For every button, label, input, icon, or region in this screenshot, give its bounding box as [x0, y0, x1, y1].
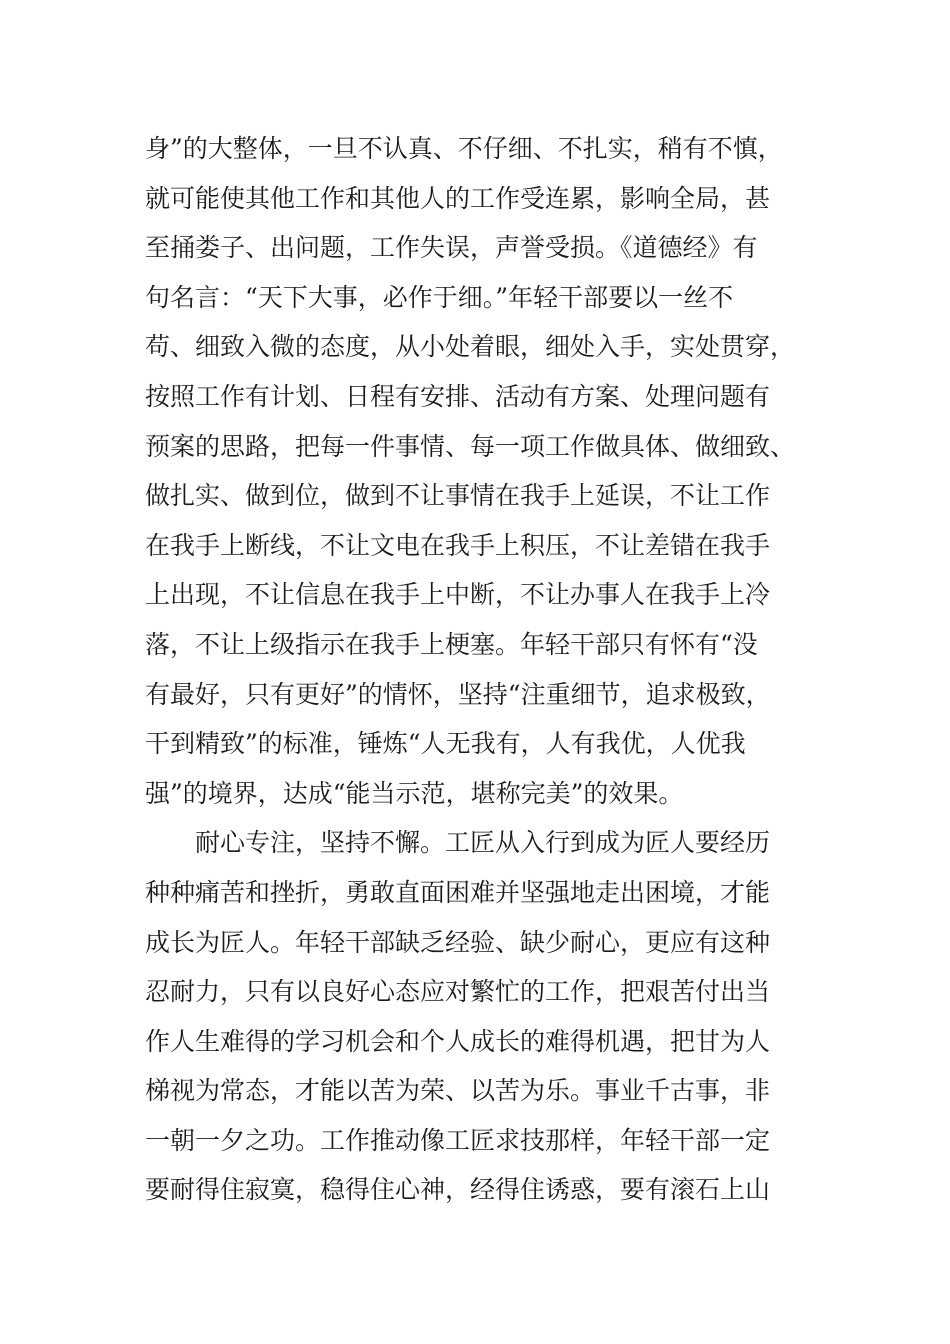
text-line: 苟、细致入微的态度，从小处着眼，细处入手，实处贯穿，	[145, 332, 796, 362]
text-line: 句名言：“天下大事，必作于细。”年轻干部要以一丝不	[145, 282, 734, 312]
text-line: 做扎实、做到位，做到不让事情在我手上延误，不让工作	[145, 481, 771, 511]
text-line: 一朝一夕之功。工作推动像工匠求技那样，年轻干部一定	[145, 1125, 771, 1155]
text-line: 就可能使其他工作和其他人的工作受连累，影响全局，甚	[145, 183, 771, 213]
text-line: 在我手上断线，不让文电在我手上积压，不让差错在我手	[145, 530, 771, 560]
text-line: 上出现，不让信息在我手上中断，不让办事人在我手上冷	[145, 580, 771, 610]
text-line: 干到精致”的标准，锤炼“人无我有，人有我优，人优我	[145, 729, 746, 759]
text-line: 作人生难得的学习机会和个人成长的难得机遇，把甘为人	[145, 1026, 771, 1056]
text-line: 强”的境界，达成“能当示范，堪称完美”的效果。	[145, 778, 684, 808]
paragraph-2	[145, 818, 815, 1215]
text-line: 忍耐力，只有以良好心态应对繁忙的工作，把艰苦付出当	[145, 977, 771, 1007]
document-body	[145, 124, 815, 1215]
paragraph-1	[145, 124, 815, 818]
text-line-indented: 耐心专注，坚持不懈。工匠从入行到成为匠人要经历	[195, 828, 771, 858]
text-line: 成长为匠人。年轻干部缺乏经验、缺少耐心，更应有这种	[145, 927, 771, 957]
text-line: 至捅娄子、出问题，工作失误，声誉受损。《道德经》有	[145, 233, 758, 263]
text-line: 预案的思路，把每一件事情、每一项工作做具体、做细致、	[145, 431, 796, 461]
text-line: 梯视为常态，才能以苦为荣、以苦为乐。事业千古事，非	[145, 1076, 771, 1106]
text-line: 种种痛苦和挫折，勇敢直面困难并坚强地走出困境，才能	[145, 877, 771, 907]
text-line: 要耐得住寂寞，稳得住心神，经得住诱惑，要有滚石上山	[145, 1175, 771, 1205]
text-line: 落，不让上级指示在我手上梗塞。年轻干部只有怀有“没	[145, 629, 758, 659]
text-line: 身”的大整体，一旦不认真、不仔细、不扎实，稍有不慎，	[145, 134, 783, 163]
text-line: 有最好，只有更好”的情怀，坚持“注重细节，追求极致，	[145, 679, 771, 709]
text-line: 按照工作有计划、日程有安排、活动有方案、处理问题有	[145, 381, 771, 411]
